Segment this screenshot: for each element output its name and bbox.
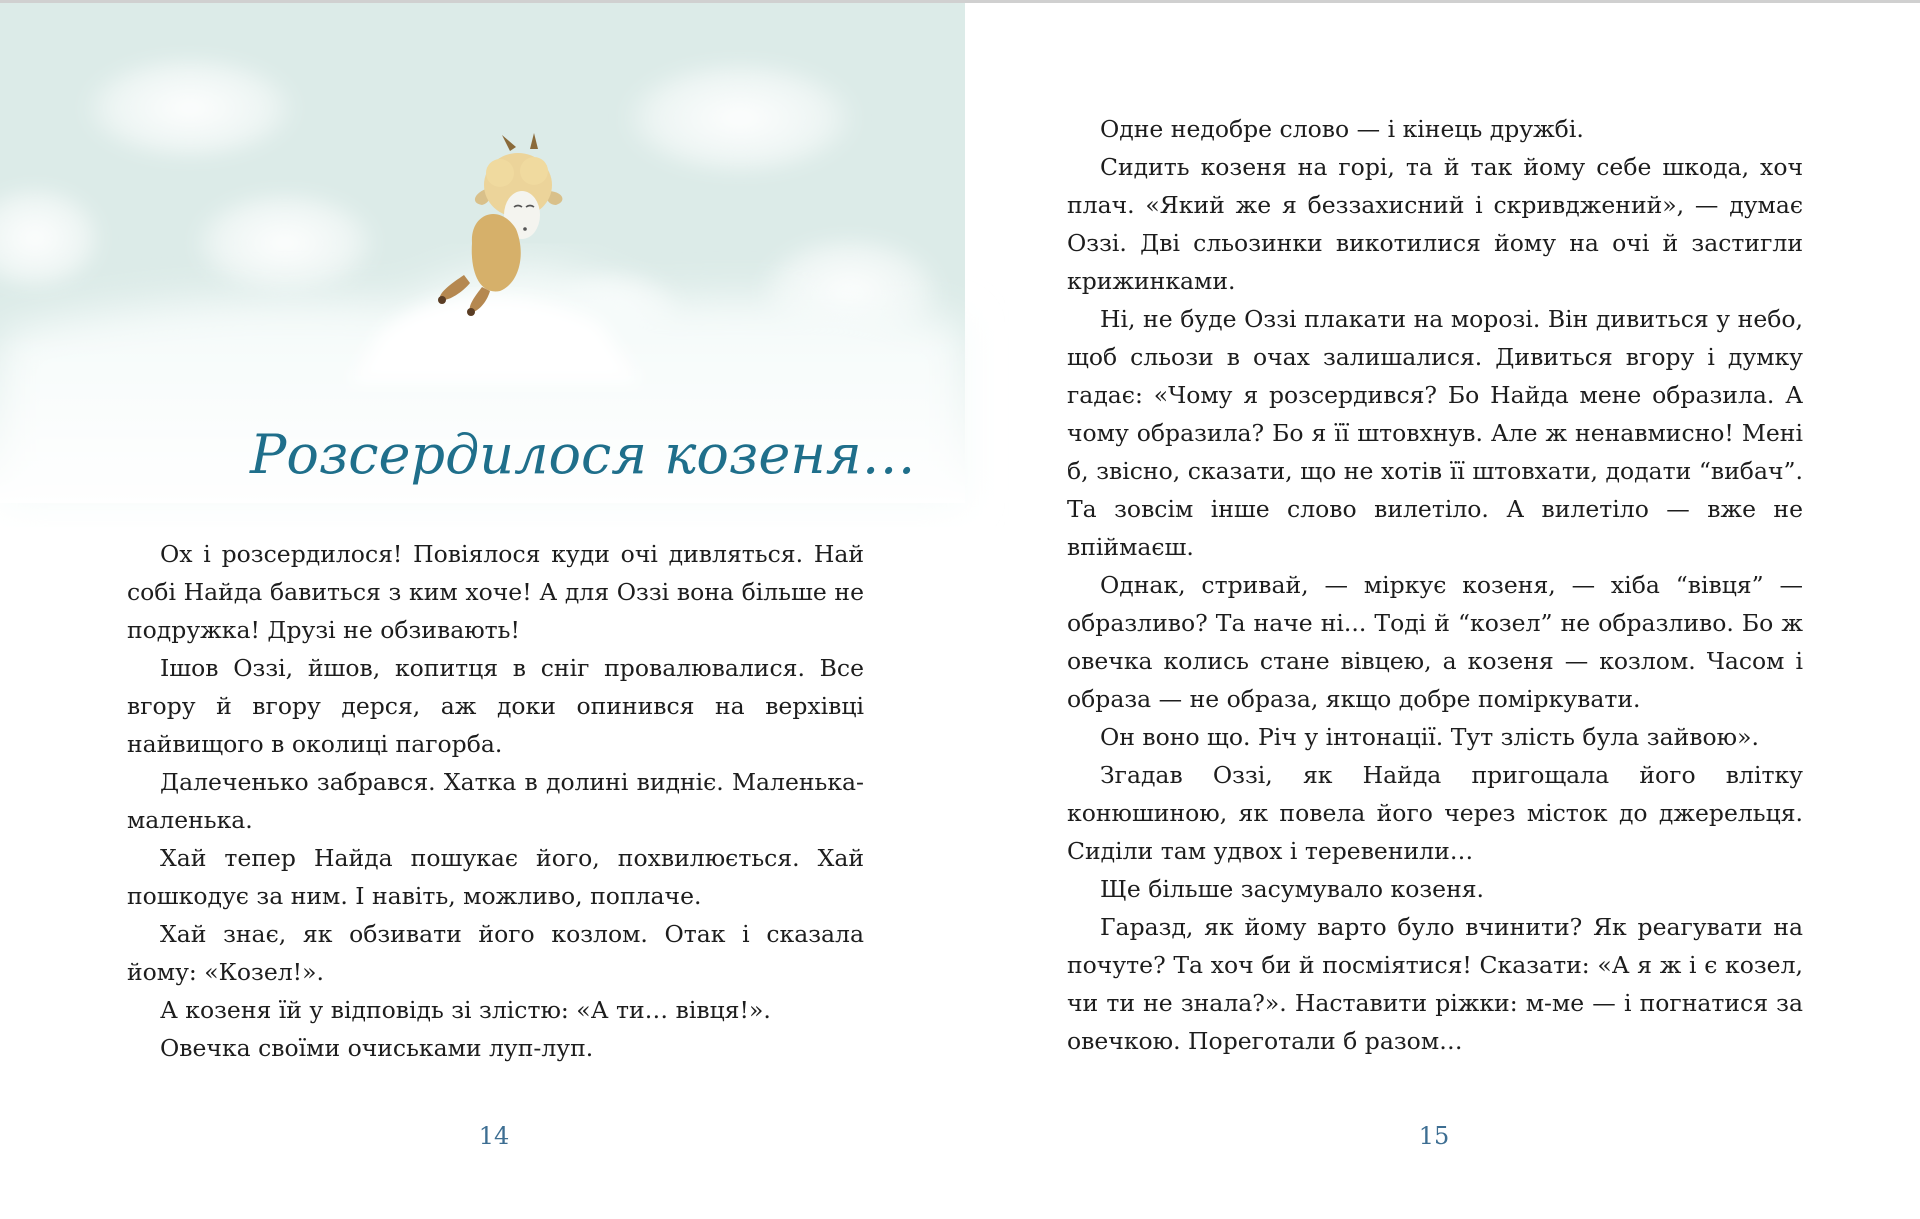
paragraph: Ще більше засумувало козеня. (1100, 875, 1485, 903)
right-page-text (1067, 110, 1803, 1060)
chapter-title-text: Розсердилося козеня… (250, 423, 916, 486)
paragraph: Однак, стривай, — міркує козеня, — хіба “вівця” — образливо? Та наче ні... Тоді й “козел” не образливо. Бо ж овечка колись стане вівцею, а козеня — козлом. Часом і образа — не образа, якщо добре поміркувати. (1067, 571, 1803, 713)
paragraph: Згадав Оззі, як Найда пригощала його влітку конюшиною, як повела його через місток до джерельця. Сиділи там удвох і теревенили… (1067, 761, 1803, 865)
paragraph: Ох і розсердилося! Повіялося куди очі дивляться. Най собі Найда бавиться з ким хоче! А для Оззі вона більше не подружка! Друзі не обзивають! (127, 540, 864, 644)
paragraph: Овечка своїми очиськами луп-луп. (160, 1034, 594, 1062)
chapter-title (240, 395, 916, 515)
paragraph: Гаразд, як йому варто було вчинити? Як реагувати на почуте? Та хоч би й посміятися! Сказати: «А я ж і є козел, чи ти не знала?». Наставити ріжки: м-ме — і погнатися за овечкою. Пореготали б разом… (1067, 913, 1803, 1055)
page-number-right: 15 (1418, 1122, 1450, 1150)
paragraph: Одне недобре слово — і кінець дружбі. (1100, 115, 1584, 143)
paragraph: Хай знає, як обзивати його козлом. Отак і сказала йому: «Козел!». (127, 920, 864, 986)
page-number-left: 14 (478, 1122, 510, 1150)
paragraph: Ні, не буде Оззі плакати на морозі. Він дивиться у небо, щоб сльози в очах залишалися. Дивиться вгору і думку гадає: «Чому я розсердився? Бо Найда мене образила. А чому образила? Бо я її штовхнув. Але ж ненавмисно! Мені б, звісно, сказати, що не хотів її штовхати, додати “вибач”. Та зовсім інше слово вилетіло. А вилетіло — вже не впіймаєш. (1067, 305, 1803, 561)
paragraph: Далеченько забрався. Хатка в долині видніє. Маленька-маленька. (127, 768, 864, 834)
paragraph: Сидить козеня на горі, та й так йому себе шкода, хоч плач. «Який же я беззахисний і скривджений», — думає Оззі. Дві сльозинки викотилися йому на очі й застигли крижинками. (1067, 153, 1803, 295)
left-page-text (127, 535, 864, 1067)
paragraph: А козеня їй у відповідь зі злістю: «А ти… вівця!». (160, 996, 771, 1024)
paragraph: Ішов Оззі, йшов, копитця в сніг провалювалися. Все вгору й вгору дерся, аж доки опинився на верхівці найвищого в околиці пагорба. (127, 654, 864, 758)
paragraph: Он воно що. Річ у інтонації. Тут злість була зайвою». (1100, 723, 1759, 751)
paragraph: Хай тепер Найда пошукає його, похвилюється. Хай пошкодує за ним. І навіть, можливо, поплаче. (127, 844, 864, 910)
